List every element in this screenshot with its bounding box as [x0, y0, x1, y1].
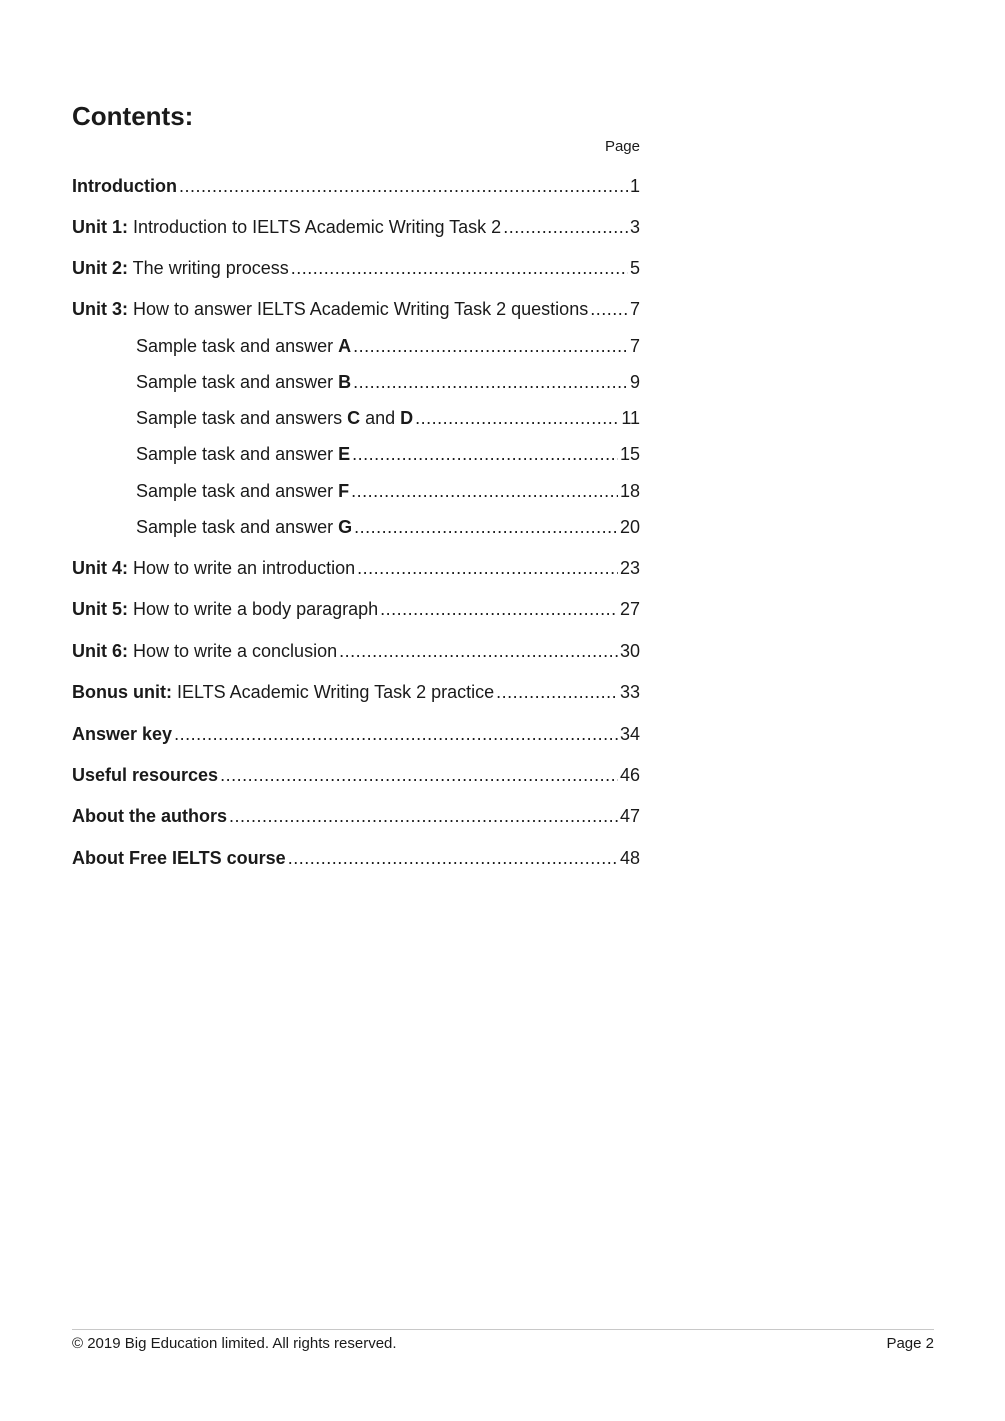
- page-column-label: Page: [604, 138, 640, 155]
- toc-dot-leader: [353, 334, 628, 358]
- toc-dot-leader: [339, 639, 618, 663]
- footer-divider: [72, 1329, 934, 1330]
- toc-entry: [72, 597, 640, 621]
- toc-subentry: [136, 406, 640, 430]
- toc-label-bold: C: [347, 408, 361, 428]
- toc-entry-label: [136, 370, 351, 394]
- toc-label-bold: Unit 4:: [72, 558, 128, 578]
- toc-label-bold: Introduction: [72, 176, 177, 196]
- toc-dot-leader: [357, 556, 618, 580]
- footer-page-number: Page 2: [886, 1335, 934, 1352]
- toc-label-bold: About the authors: [72, 806, 227, 826]
- toc-page-number: 46: [619, 765, 640, 785]
- toc-label-bold: Unit 2:: [72, 258, 128, 278]
- toc-label-text: How to answer IELTS Academic Writing Task 2 questions: [128, 299, 589, 319]
- toc-entry-label: [136, 479, 349, 503]
- toc-entry: [72, 722, 640, 746]
- toc-entry: [72, 174, 640, 198]
- toc-entry-label: [72, 556, 355, 580]
- toc-page-number: 27: [619, 599, 640, 619]
- toc-page-number: 18: [619, 481, 640, 501]
- toc-page-number: 9: [629, 372, 640, 392]
- toc-label-bold: Unit 5:: [72, 599, 128, 619]
- toc-entry-label: [72, 297, 588, 321]
- toc-subentry: [136, 479, 640, 503]
- toc-page-number: 15: [619, 444, 640, 464]
- toc-page-number: 30: [619, 641, 640, 661]
- toc-page-number: 7: [629, 336, 640, 356]
- toc-page-number: 23: [619, 558, 640, 578]
- toc-label-bold: Bonus unit:: [72, 682, 172, 702]
- toc-label-bold: E: [338, 444, 351, 464]
- toc-dot-leader: [354, 515, 618, 539]
- toc-label-text: Sample task and answer: [136, 517, 339, 537]
- toc-label-text: Sample task and answer: [136, 372, 339, 392]
- toc-entry: [72, 846, 640, 870]
- toc-label-bold: A: [338, 336, 352, 356]
- toc-dot-leader: [380, 597, 618, 621]
- toc-label-bold: Unit 6:: [72, 641, 128, 661]
- toc-dot-leader: [179, 174, 628, 198]
- toc-page-number: 34: [619, 724, 640, 744]
- toc-dot-leader: [291, 256, 628, 280]
- toc-entry-label: [72, 256, 289, 280]
- toc-label-text: The writing process: [128, 258, 289, 278]
- toc-page-number: 1: [629, 176, 640, 196]
- toc-dot-leader: [220, 763, 618, 787]
- toc-page-number: 20: [619, 517, 640, 537]
- toc-entry-label: [72, 597, 378, 621]
- toc-dot-leader: [503, 215, 628, 239]
- toc-label-bold: Answer key: [72, 724, 173, 744]
- toc-label-bold: Unit 1:: [72, 217, 128, 237]
- toc-entry-label: [136, 406, 413, 430]
- toc-label-text: Sample task and answer: [136, 444, 339, 464]
- toc-entry: [72, 297, 640, 321]
- toc-label-bold: G: [338, 517, 353, 537]
- toc-dot-leader: [229, 804, 618, 828]
- toc-label-text: and: [360, 408, 401, 428]
- toc-label-text: Sample task and answer: [136, 481, 339, 501]
- toc-subentry: [136, 515, 640, 539]
- toc-label-text: How to write a conclusion: [128, 641, 338, 661]
- toc-label-bold: B: [338, 372, 352, 392]
- toc-dot-leader: [352, 442, 618, 466]
- toc-dot-leader: [590, 297, 628, 321]
- footer-copyright: © 2019 Big Education limited. All rights reserved.: [72, 1335, 397, 1352]
- toc-entry: [72, 680, 640, 704]
- toc-label-bold: D: [400, 408, 414, 428]
- toc-subentry: [136, 334, 640, 358]
- toc-entry-label: [136, 515, 352, 539]
- toc-dot-leader: [415, 406, 619, 430]
- toc-entry-label: [136, 334, 351, 358]
- toc-label-bold: Useful resources: [72, 765, 219, 785]
- toc-page-number: 5: [629, 258, 640, 278]
- toc-label-text: How to write an introduction: [128, 558, 356, 578]
- toc-entry: [72, 763, 640, 787]
- toc-page-number: 48: [619, 848, 640, 868]
- toc-entry: [72, 215, 640, 239]
- toc-page-number: 33: [619, 682, 640, 702]
- toc-label-bold: About Free IELTS course: [72, 848, 286, 868]
- toc-dot-leader: [288, 846, 618, 870]
- toc-entry-label: [72, 680, 494, 704]
- toc-dot-leader: [351, 479, 618, 503]
- toc-page-number: 3: [629, 217, 640, 237]
- toc-label-text: Sample task and answer: [136, 336, 339, 356]
- toc-entry: [72, 639, 640, 663]
- toc-page-number: 11: [621, 408, 640, 428]
- toc-label-text: Introduction to IELTS Academic Writing Task 2: [128, 217, 502, 237]
- toc-entry: [72, 556, 640, 580]
- toc-entry-label: [72, 722, 172, 746]
- toc-page-number: 47: [619, 806, 640, 826]
- toc-entry: [72, 804, 640, 828]
- toc-entry-label: [136, 442, 350, 466]
- toc-entry-label: [72, 174, 177, 198]
- toc-label-text: How to write a body paragraph: [128, 599, 379, 619]
- toc-entry-label: [72, 215, 501, 239]
- page-title: Contents:: [72, 101, 194, 131]
- toc-dot-leader: [174, 722, 618, 746]
- toc-subentry: [136, 370, 640, 394]
- toc-subentry: [136, 442, 640, 466]
- toc-page-number: 7: [629, 299, 640, 319]
- toc-entry-label: [72, 804, 227, 828]
- toc-label-text: IELTS Academic Writing Task 2 practice: [171, 682, 495, 702]
- toc-dot-leader: [496, 680, 618, 704]
- toc-entry-label: [72, 639, 337, 663]
- toc-label-text: Sample task and answers: [136, 408, 348, 428]
- toc-label-bold: F: [338, 481, 350, 501]
- toc-dot-leader: [353, 370, 628, 394]
- toc-entry-label: [72, 846, 286, 870]
- toc-entry: [72, 256, 640, 280]
- toc-entry-label: [72, 763, 218, 787]
- toc-label-bold: Unit 3:: [72, 299, 128, 319]
